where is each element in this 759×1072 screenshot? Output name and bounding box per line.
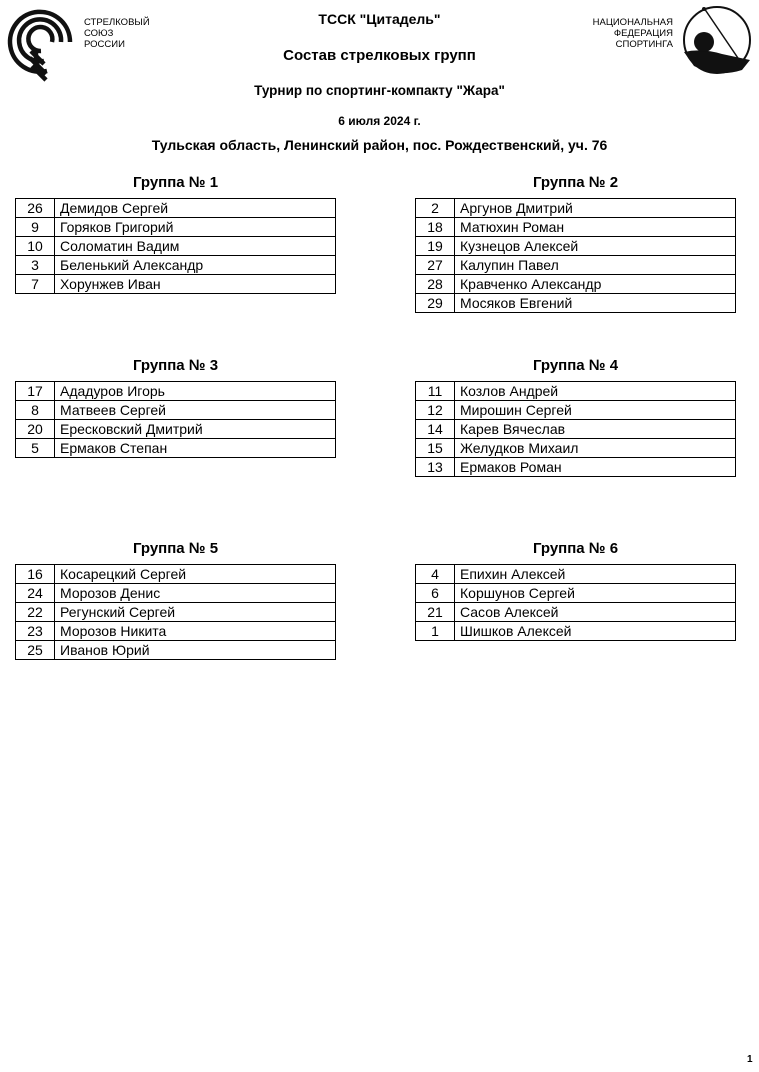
table-row (16, 401, 336, 420)
left-org-line: РОССИИ (84, 39, 125, 50)
table-row (16, 439, 336, 458)
table-row (16, 218, 336, 237)
group-4 (415, 356, 736, 477)
shooter-name: Ермаков Степан (55, 439, 336, 458)
shooter-number: 13 (416, 458, 455, 477)
group-roster (15, 564, 336, 660)
table-row (16, 237, 336, 256)
shooter-number: 19 (416, 237, 455, 256)
table-row (416, 458, 736, 477)
table-row (416, 256, 736, 275)
shooter-name: Калупин Павел (455, 256, 736, 275)
table-row (16, 256, 336, 275)
shooter-name: Матюхин Роман (455, 218, 736, 237)
shooter-number: 29 (416, 294, 455, 313)
table-row (416, 294, 736, 313)
shooter-number: 9 (16, 218, 55, 237)
group-title: Группа № 3 (132, 357, 219, 374)
group-5 (15, 539, 336, 660)
table-row (416, 439, 736, 458)
shooter-name: Ересковский Дмитрий (55, 420, 336, 439)
table-row (16, 622, 336, 641)
table-row (16, 641, 336, 660)
table-row (16, 420, 336, 439)
shooter-number: 4 (416, 565, 455, 584)
right-org-line: СПОРТИНГА (615, 39, 673, 50)
table-row (16, 584, 336, 603)
table-row (16, 565, 336, 584)
page-number: 1 (747, 1054, 753, 1065)
shooter-name: Кузнецов Алексей (455, 237, 736, 256)
shooter-number: 8 (16, 401, 55, 420)
shooter-name: Мосяков Евгений (455, 294, 736, 313)
shooter-number: 5 (16, 439, 55, 458)
left-org-line: СТРЕЛКОВЫЙ (84, 17, 150, 28)
shooter-name: Морозов Денис (55, 584, 336, 603)
shooter-name: Карев Вячеслав (455, 420, 736, 439)
table-row (16, 275, 336, 294)
shooter-name: Ададуров Игорь (55, 382, 336, 401)
shooter-name: Кравченко Александр (455, 275, 736, 294)
shooter-number: 28 (416, 275, 455, 294)
shooter-number: 10 (16, 237, 55, 256)
table-row (416, 584, 736, 603)
shooter-name: Регунский Сергей (55, 603, 336, 622)
group-title: Группа № 1 (132, 174, 219, 191)
shooter-number: 1 (416, 622, 455, 641)
group-roster (15, 381, 336, 458)
shooter-number: 23 (16, 622, 55, 641)
shooter-name: Хорунжев Иван (55, 275, 336, 294)
shooter-name: Морозов Никита (55, 622, 336, 641)
group-3 (15, 356, 336, 458)
shooter-number: 3 (16, 256, 55, 275)
shooter-name: Ермаков Роман (455, 458, 736, 477)
right-org-line: НАЦИОНАЛЬНАЯ (592, 17, 673, 28)
shooter-name: Матвеев Сергей (55, 401, 336, 420)
table-row (416, 275, 736, 294)
shooter-number: 25 (16, 641, 55, 660)
shooter-name: Горяков Григорий (55, 218, 336, 237)
shooter-name: Епихин Алексей (455, 565, 736, 584)
org-title: ТССК "Цитадель" (318, 11, 441, 27)
event-title: Турнир по спортинг-компакту "Жара" (254, 83, 505, 98)
shooter-number: 22 (16, 603, 55, 622)
shooter-name: Косарецкий Сергей (55, 565, 336, 584)
shooter-name: Козлов Андрей (455, 382, 736, 401)
shooter-name: Иванов Юрий (55, 641, 336, 660)
group-title: Группа № 2 (532, 174, 619, 191)
shooter-number: 12 (416, 401, 455, 420)
group-1 (15, 173, 336, 294)
group-title: Группа № 6 (532, 540, 619, 557)
table-row (416, 382, 736, 401)
shooter-number: 14 (416, 420, 455, 439)
shooter-number: 11 (416, 382, 455, 401)
shooter-number: 26 (16, 199, 55, 218)
table-row (416, 622, 736, 641)
shooter-number: 16 (16, 565, 55, 584)
shooter-name: Мирошин Сергей (455, 401, 736, 420)
shooter-name: Желудков Михаил (455, 439, 736, 458)
shooter-name: Сасов Алексей (455, 603, 736, 622)
left-org-line: СОЮЗ (84, 28, 114, 39)
shooter-number: 15 (416, 439, 455, 458)
group-6 (415, 539, 736, 641)
shooter-name: Шишков Алексей (455, 622, 736, 641)
table-row (416, 218, 736, 237)
shooter-name: Соломатин Вадим (55, 237, 336, 256)
group-roster (15, 198, 336, 294)
table-row (416, 565, 736, 584)
document-title: Состав стрелковых групп (283, 47, 476, 64)
shooter-name: Коршунов Сергей (455, 584, 736, 603)
shooter-number: 21 (416, 603, 455, 622)
group-2 (415, 173, 736, 313)
group-roster (415, 564, 736, 641)
table-row (416, 237, 736, 256)
shooter-number: 20 (16, 420, 55, 439)
right-org-line: ФЕДЕРАЦИЯ (613, 28, 673, 39)
event-date: 6 июля 2024 г. (338, 114, 421, 128)
group-title: Группа № 5 (132, 540, 219, 557)
group-roster (415, 381, 736, 477)
shooter-number: 2 (416, 199, 455, 218)
table-row (416, 199, 736, 218)
shooter-number: 6 (416, 584, 455, 603)
group-roster (415, 198, 736, 313)
shooter-number: 27 (416, 256, 455, 275)
shooter-number: 17 (16, 382, 55, 401)
table-row (16, 199, 336, 218)
shooter-name: Аргунов Дмитрий (455, 199, 736, 218)
shooter-number: 7 (16, 275, 55, 294)
shooter-name: Демидов Сергей (55, 199, 336, 218)
table-row (416, 420, 736, 439)
table-row (416, 401, 736, 420)
table-row (416, 603, 736, 622)
event-place: Тульская область, Ленинский район, пос. Рождественский, уч. 76 (151, 137, 608, 153)
group-title: Группа № 4 (532, 357, 619, 374)
shooter-number: 18 (416, 218, 455, 237)
table-row (16, 382, 336, 401)
shooter-name: Беленький Александр (55, 256, 336, 275)
shooter-number: 24 (16, 584, 55, 603)
table-row (16, 603, 336, 622)
